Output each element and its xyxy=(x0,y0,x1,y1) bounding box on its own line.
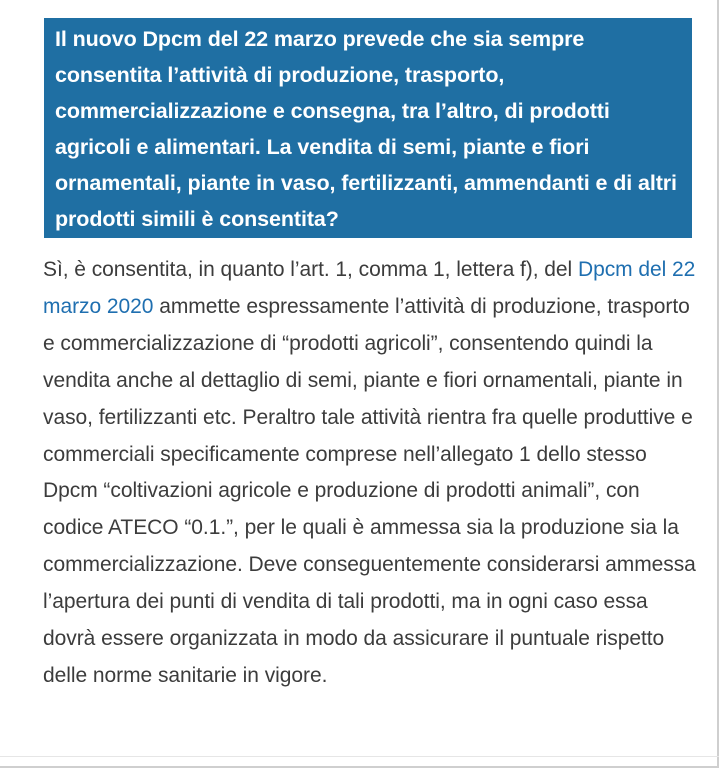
faq-question-text: Il nuovo Dpcm del 22 marzo prevede che sia sempre consentita l’attività di produzione, trasporto, commercializzazione e consegna, tra l’altro, di prodotti agricoli e alimentari. La vendita di semi, piante e fiori ornamentali, piante in vaso, fertilizzanti, ammendanti e di altri prodotti simili è consentita? xyxy=(55,27,677,231)
faq-answer xyxy=(43,252,698,695)
dpcm-link[interactable]: Dpcm del 22 marzo 2020 xyxy=(43,258,696,318)
faq-answer-body: ammette espressamente l’attività di produzione, trasporto e commercializzazione di “prodotti agricoli”, consentendo quindi la vendita anche al dettaglio di semi, piante e fiori ornamentali, piante in vaso, fertilizzanti etc. Peraltro tale attività rientra fra quelle produttive e commerciali specificamente comprese nell’allegato 1 dello stesso Dpcm “coltivazioni agricole e produzione di prodotti animali”, con codice ATECO “0.1.”, per le quali è ammessa sia la produzione sia la commercializzazione. Deve conseguentemente considerarsi ammessa l’apertura dei punti di vendita di tali prodotti, ma in ogni caso essa dovrà essere organizzata in modo da assicurare il puntuale rispetto delle norme sanitarie in vigore. xyxy=(43,294,696,687)
bottom-divider xyxy=(0,756,719,757)
faq-question xyxy=(44,18,692,238)
faq-answer-intro: Sì, è consentita, in quanto l’art. 1, comma 1, lettera f), del xyxy=(43,258,578,281)
